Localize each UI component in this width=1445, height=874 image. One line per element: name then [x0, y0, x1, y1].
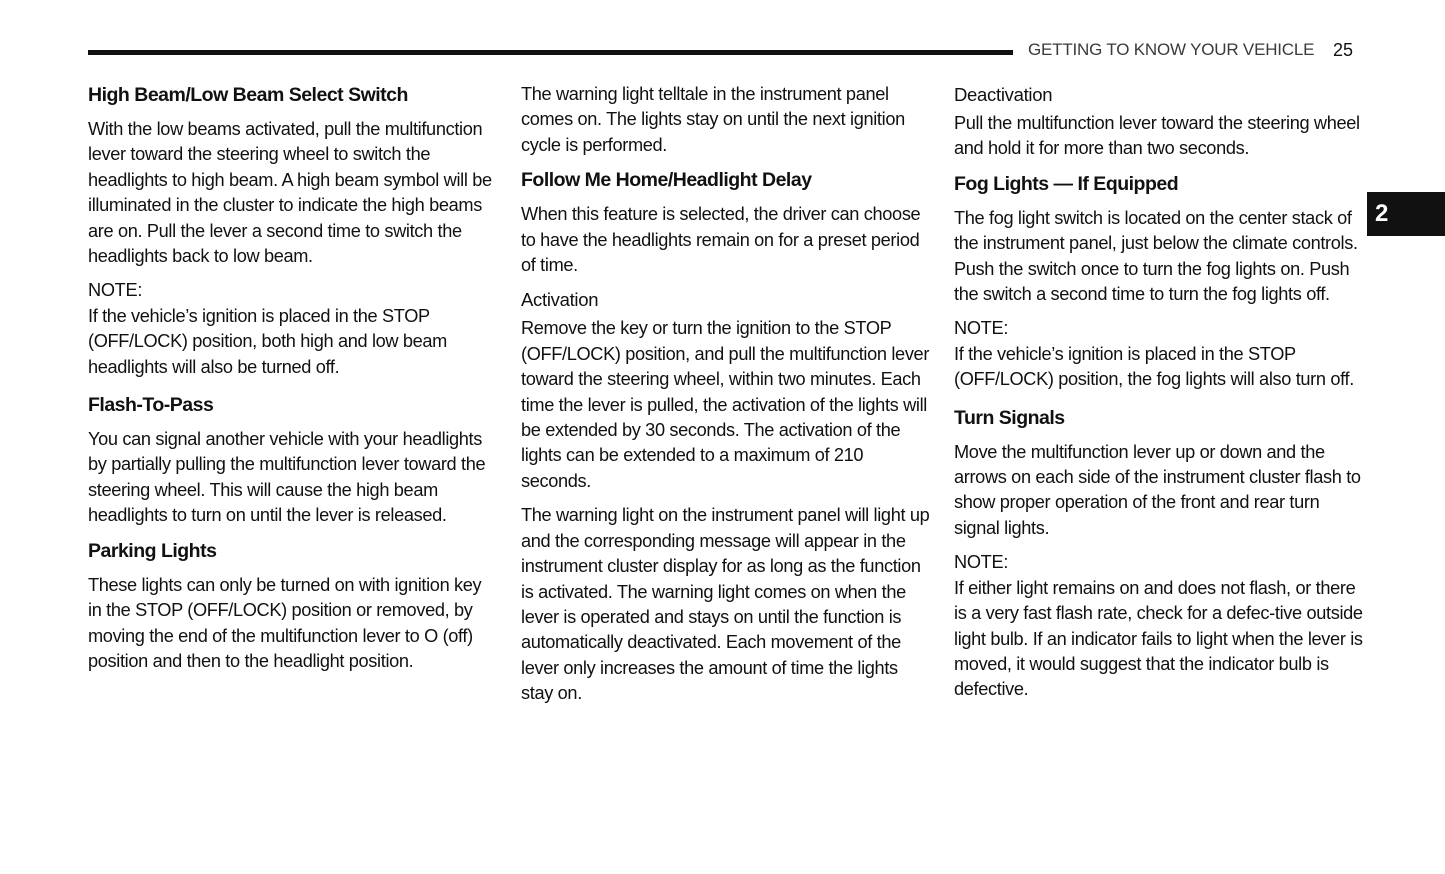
note-turn-signals [954, 550, 1364, 702]
paragraph-fog-lights: The fog light switch is located on the center stack of the instrument panel, just below the climate controls. Push the switch once to turn the fog lights on. Push the switch a second time to turn the fog lights off. [954, 207, 1358, 305]
section-title: GETTING TO KNOW YOUR VEHICLE [1028, 40, 1315, 59]
paragraph-parking-lights: These lights can only be turned on with ignition key in the STOP (OFF/LOCK) position or removed, by moving the end of the multifunction lever to O (off) position and then to the headlight position. [88, 574, 482, 671]
note-high-beam [88, 278, 493, 380]
column-middle [521, 82, 931, 716]
heading-parking-lights: Parking Lights [88, 539, 217, 562]
note-fog-lights [954, 316, 1364, 392]
subheading-activation: Activation [521, 289, 599, 311]
note-text: If the vehicle’s ignition is placed in the STOP (OFF/LOCK) position, both high and low beam headlights will also be turned off. [88, 305, 447, 377]
note-label: NOTE: [954, 318, 1009, 339]
paragraph-turn-signals: Move the multifunction lever up or down and the arrows on each side of the instrument cluster flash to show proper operation of the front and rear turn signal lights. [954, 441, 1361, 538]
paragraph-high-beam: With the low beams activated, pull the multifunction lever toward the steering wheel to switch the headlights to high beam. A high beam symbol will be illuminated in the cluster to indicate the high beams are on. Pull the lever a second time to switch the headlights back to low beam. [88, 119, 492, 267]
note-text: If the vehicle’s ignition is placed in the STOP (OFF/LOCK) position, the fog lights will also turn off. [954, 343, 1354, 390]
header-rule [88, 50, 1013, 55]
paragraph-activation-1: Remove the key or turn the ignition to the STOP (OFF/LOCK) position, and pull the multifunction lever toward the steering wheel, within two minutes. Each time the lever is pulled, the activation of the lights will be extended by 30 seconds. The activation of the lights can be extended to a maximum of 210 seconds. [521, 318, 930, 491]
note-label: NOTE: [954, 552, 1009, 573]
heading-follow-me-home: Follow Me Home/Headlight Delay [521, 169, 812, 192]
note-label: NOTE: [88, 280, 143, 301]
chapter-tab[interactable]: 2 [1367, 192, 1445, 236]
page-number: 25 [1333, 40, 1354, 60]
column-left [88, 82, 493, 683]
note-text: If either light remains on and does not flash, or there is a very fast flash rate, check for a defec-tive outside light bulb. If an indicator fails to light when the lever is moved, it would suggest that the indicator bulb is defective. [954, 577, 1363, 700]
subheading-deactivation: Deactivation [954, 84, 1053, 105]
column-right [954, 82, 1364, 715]
heading-fog-lights: Fog Lights — If Equipped [954, 172, 1179, 195]
paragraph-activation-2: The warning light on the instrument panel will light up and the corresponding message will appear in the instrument cluster display for as long as the function is activated. The warning light comes on when the lever is operated and stays on until the function is automatically deactivated. Each movement of the lever only increases the amount of time the lights stay on. [521, 505, 930, 704]
paragraph-follow-me-home: When this feature is selected, the driver can choose to have the headlights remain on for a preset period of time. [521, 204, 921, 276]
heading-turn-signals: Turn Signals [954, 406, 1065, 429]
paragraph-warning-telltale: The warning light telltale in the instrument panel comes on. The lights stay on until the next ignition cycle is performed. [521, 84, 905, 155]
paragraph-flash-to-pass: You can signal another vehicle with your headlights by partially pulling the multifunction lever toward the steering wheel. This will cause the high beam headlights to turn on until the lever is released. [88, 429, 486, 526]
heading-high-beam: High Beam/Low Beam Select Switch [88, 84, 408, 106]
heading-flash-to-pass: Flash-To-Pass [88, 394, 214, 417]
paragraph-deactivation: Pull the multifunction lever toward the steering wheel and hold it for more than two seconds. [954, 113, 1360, 159]
